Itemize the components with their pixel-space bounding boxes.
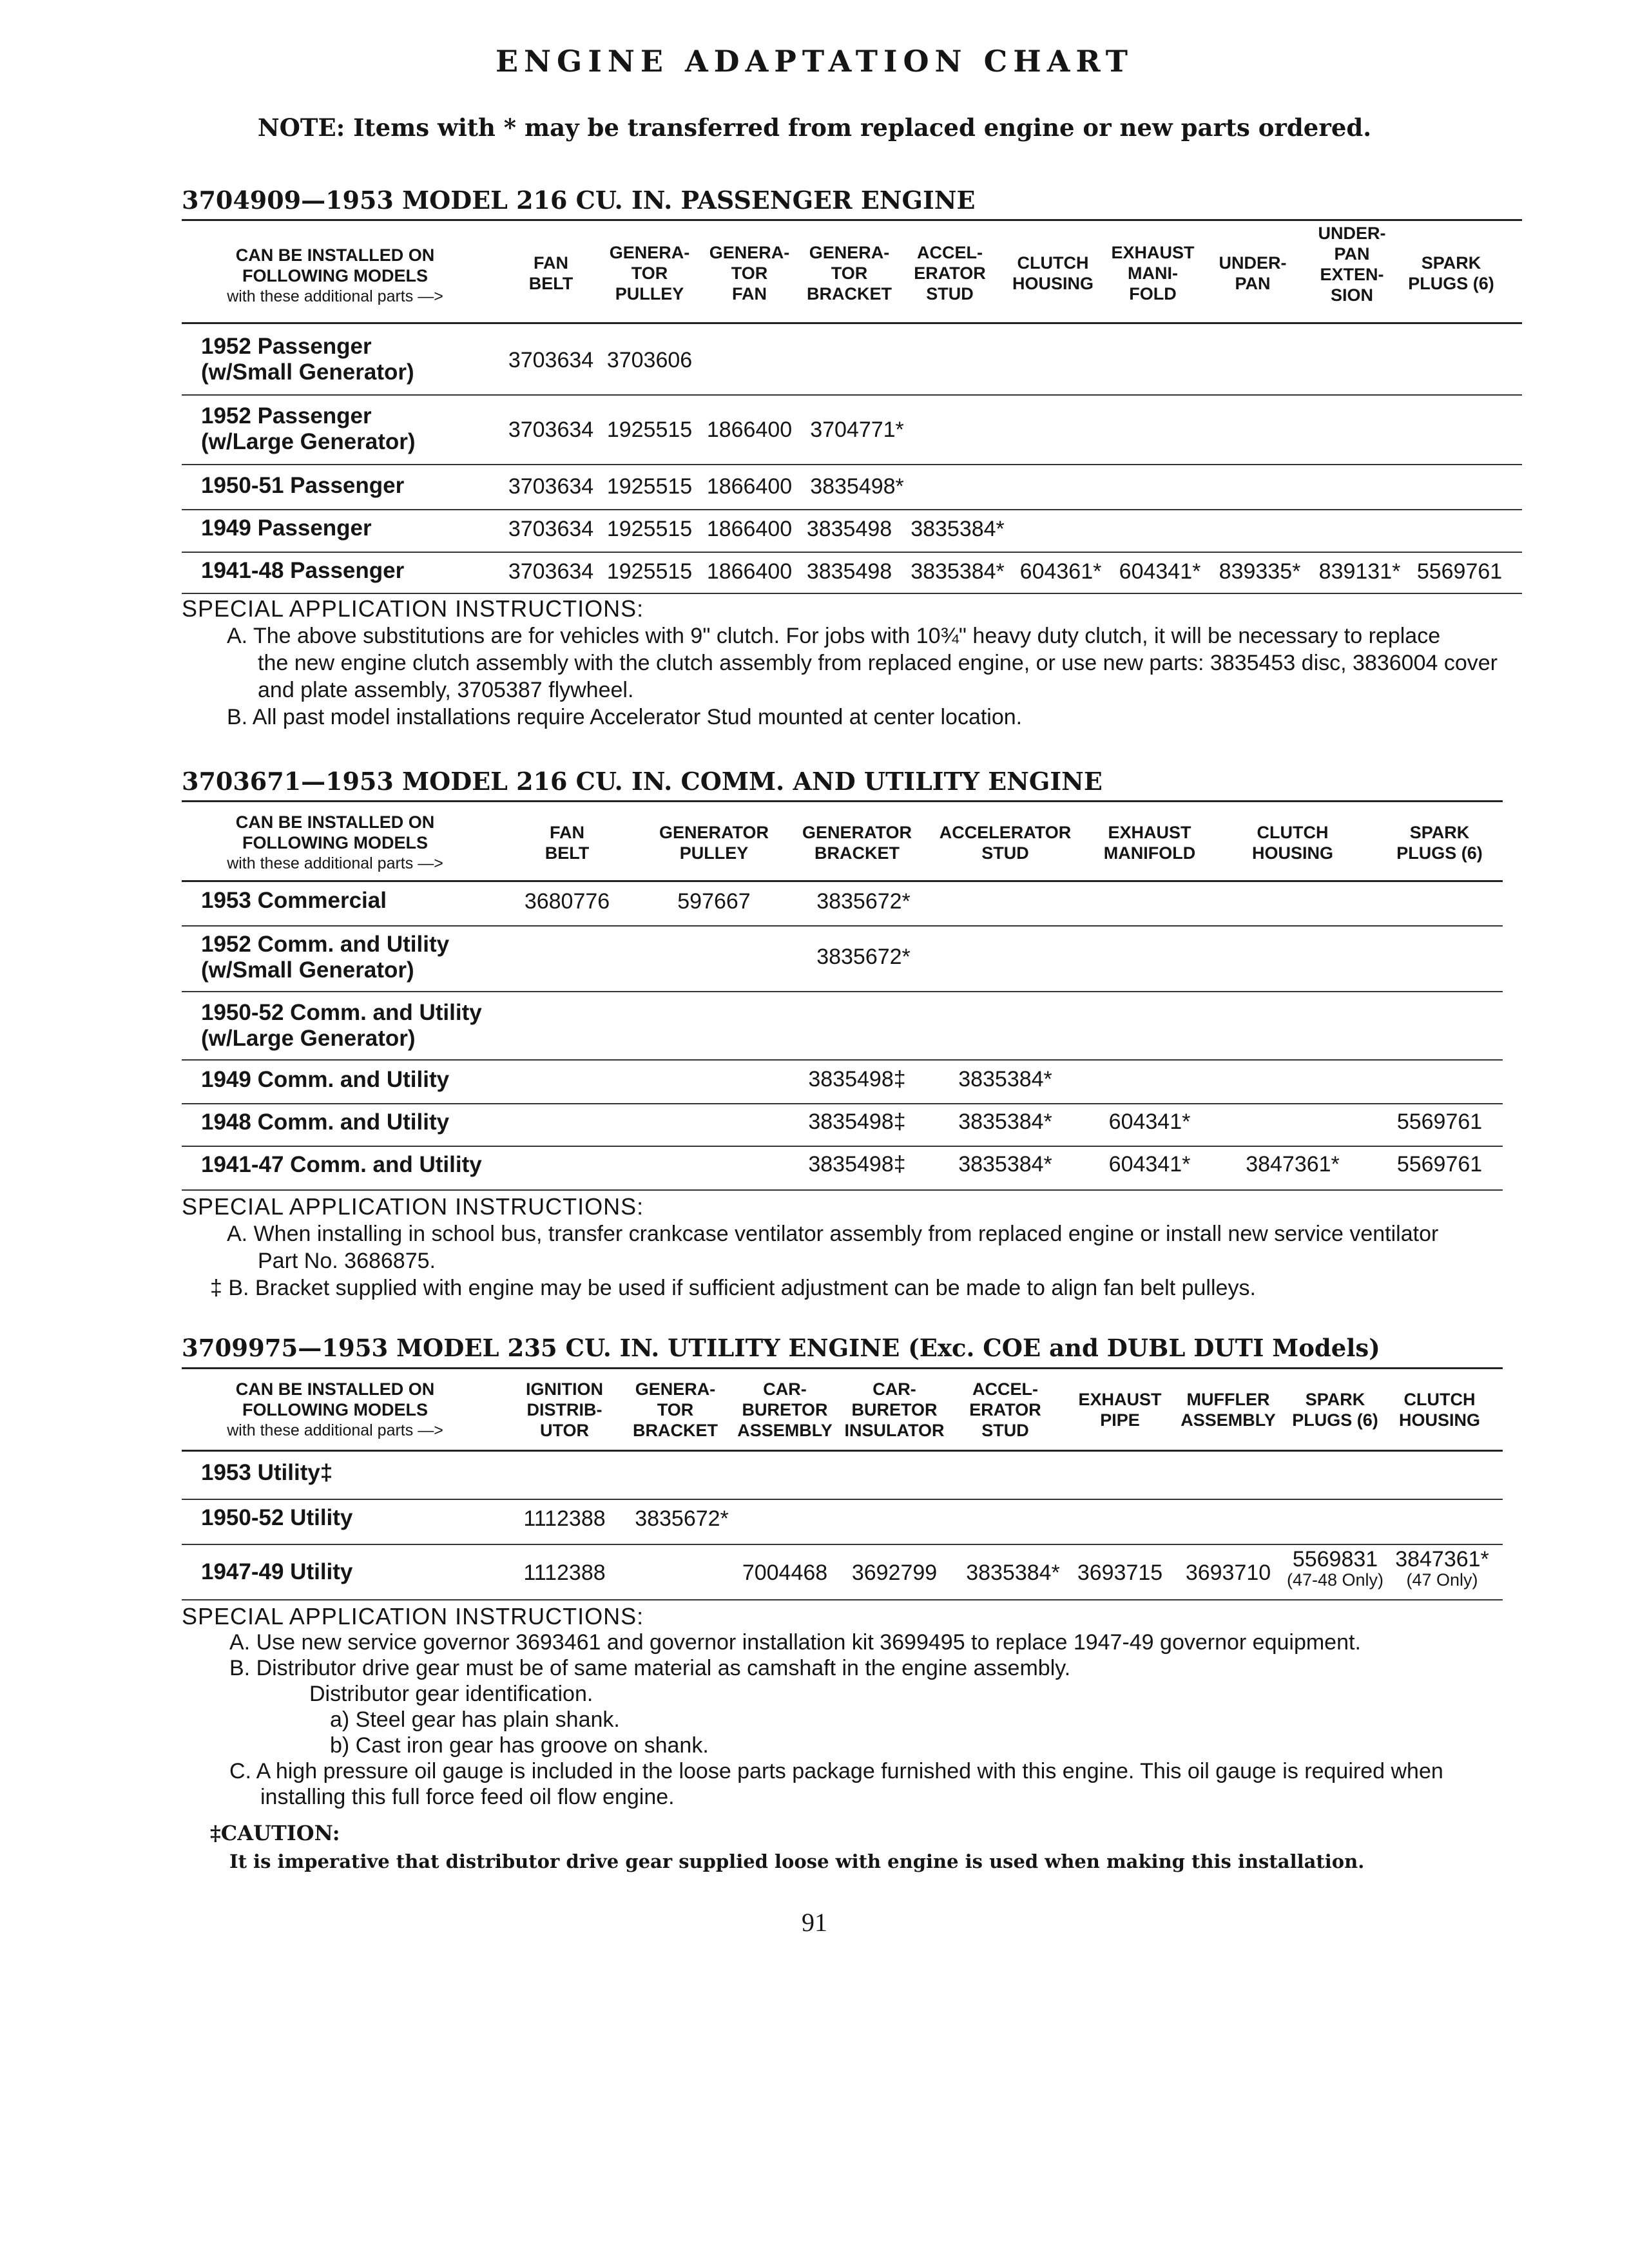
row-rule [182, 509, 1522, 510]
section1-top-rule [182, 219, 1522, 221]
table-cell: 604341* [1119, 559, 1201, 584]
table-cell: 3703634 [508, 418, 594, 442]
model-line: (w/Small Generator) [201, 360, 414, 385]
instruction-line: Distributor gear identification. [309, 1682, 593, 1706]
table-cell: 3835384* [911, 559, 1005, 584]
table-cell: 3835498‡ [808, 1152, 906, 1177]
table-cell: 3835384* [966, 1561, 1060, 1585]
instruction-line: Part No. 3686875. [258, 1249, 436, 1273]
table-cell: 3680776 [524, 889, 610, 914]
col-clutch-housing: CLUTCH HOUSING [1251, 823, 1334, 863]
section3-header-left [193, 1379, 477, 1441]
header-left-line1: CAN BE INSTALLED ON [235, 812, 435, 832]
table-cell: 3835498‡ [808, 1067, 906, 1091]
col-clutch-housing: CLUTCH HOUSING [1012, 253, 1094, 293]
table-cell: 1925515 [606, 517, 693, 541]
table-cell: 7004468 [742, 1561, 828, 1585]
instruction-line: A. When installing in school bus, transfer crankcase ventilator assembly from replaced engine or install new service ventilator [227, 1222, 1439, 1246]
row-rule [182, 991, 1503, 992]
col-underpan: UNDER- PAN [1219, 253, 1287, 293]
table-cell: 1112388 [523, 1506, 606, 1531]
table-cell: 3693710 [1185, 1561, 1271, 1585]
row-rule [182, 394, 1522, 396]
row-rule [182, 1103, 1503, 1104]
row-rule [182, 552, 1522, 553]
col-generator-bracket: GENERA- TOR BRACKET [633, 1379, 718, 1440]
section3-header-rule [182, 1450, 1503, 1452]
table-row-label [201, 403, 416, 455]
section1-header-rule [182, 322, 1522, 324]
table-row-label: 1941-47 Comm. and Utility [201, 1152, 482, 1177]
page-title: ENGINE ADAPTATION CHART [495, 44, 1134, 79]
table-row-label: 1950-51 Passenger [201, 473, 405, 498]
table-cell: 1925515 [606, 418, 693, 442]
col-ignition-distributor: IGNITION DISTRIB- UTOR [526, 1379, 603, 1440]
table-row-label: 1950-52 Utility [201, 1505, 353, 1530]
col-exhaust-pipe: EXHAUST PIPE [1078, 1390, 1162, 1430]
col-exhaust-manifold: EXHAUST MANIFOLD [1103, 823, 1196, 863]
section3-top-rule [182, 1367, 1503, 1369]
table-row-label: 1948 Comm. and Utility [201, 1110, 450, 1135]
table-cell [1287, 1549, 1383, 1590]
header-left-line1: CAN BE INSTALLED ON [235, 245, 435, 265]
table-row-label [201, 1000, 482, 1052]
row-rule [182, 1499, 1503, 1500]
row-rule [182, 1059, 1503, 1061]
col-fan-belt: FAN BELT [528, 253, 574, 293]
instruction-line: the new engine clutch assembly with the clutch assembly from replaced engine, or use new parts: 3835453 disc, 3836004 cover [258, 651, 1498, 675]
col-generator-bracket: GENERA- TOR BRACKET [807, 243, 892, 303]
col-accelerator-stud: ACCELERATOR STUD [939, 823, 1072, 863]
table-row-label: 1953 Utility‡ [201, 1460, 333, 1485]
table-cell [1395, 1549, 1489, 1590]
table-cell: 1112388 [523, 1561, 606, 1585]
col-exhaust-manifold: EXHAUST MANI- FOLD [1111, 243, 1195, 303]
transfer-note: NOTE: Items with * may be transferred from replaced engine or new parts ordered. [257, 113, 1372, 142]
table-cell: 604361* [1019, 559, 1102, 584]
table-cell: 3703634 [508, 517, 594, 541]
col-carburetor-insulator: CAR- BURETOR INSULATOR [844, 1379, 945, 1440]
section1-instructions-heading: SPECIAL APPLICATION INSTRUCTIONS: [182, 595, 644, 622]
header-left-line3: with these additional parts —> [227, 1421, 443, 1439]
cell-value: 5569831 [1292, 1547, 1378, 1571]
model-line: 1950-52 Comm. and Utility [201, 1000, 482, 1025]
table-cell: 1866400 [706, 474, 793, 499]
table-cell: 3835672* [635, 1506, 729, 1531]
caution-text: It is imperative that distributor drive gear supplied loose with engine is used when making this installation. [229, 1850, 1365, 1872]
table-cell: 3703634 [508, 559, 594, 584]
instruction-line: B. All past model installations require Accelerator Stud mounted at center location. [227, 705, 1023, 729]
table-row-label [201, 932, 449, 983]
table-cell: 3835384* [958, 1110, 1052, 1134]
col-accelerator-stud: ACCEL- ERATOR STUD [969, 1379, 1041, 1440]
table-cell: 5569761 [1396, 1152, 1483, 1177]
page-number: 91 [802, 1908, 827, 1937]
table-cell: 3835498‡ [808, 1110, 906, 1134]
table-cell: 604341* [1108, 1152, 1191, 1177]
col-spark-plugs: SPARK PLUGS (6) [1396, 823, 1483, 863]
col-generator-bracket: GENERATOR BRACKET [802, 823, 912, 863]
model-line: 1952 Comm. and Utility [201, 932, 450, 957]
table-row-label: 1949 Comm. and Utility [201, 1067, 450, 1092]
col-clutch-housing: CLUTCH HOUSING [1398, 1390, 1481, 1430]
header-left-line3: with these additional parts —> [227, 854, 443, 872]
section2-instructions-heading: SPECIAL APPLICATION INSTRUCTIONS: [182, 1193, 644, 1220]
table-row-label: 1949 Passenger [201, 515, 372, 541]
header-left-line1: CAN BE INSTALLED ON [235, 1379, 435, 1399]
table-cell: 3692799 [851, 1561, 938, 1585]
table-row-label [201, 334, 414, 385]
header-left-line2: FOLLOWING MODELS [242, 833, 428, 852]
col-fan-belt: FAN BELT [545, 823, 590, 863]
table-cell: 3835384* [958, 1067, 1052, 1091]
instruction-line: installing this full force feed oil flow engine. [260, 1785, 675, 1809]
table-cell: 1925515 [606, 474, 693, 499]
table-row-label: 1947-49 Utility [201, 1559, 353, 1584]
cell-subnote: (47-48 Only) [1286, 1570, 1384, 1590]
instruction-line: a) Steel gear has plain shank. [330, 1707, 620, 1732]
table-cell: 3703634 [508, 348, 594, 372]
table-cell: 597667 [677, 889, 751, 914]
table-cell: 1925515 [606, 559, 693, 584]
col-spark-plugs: SPARK PLUGS (6) [1292, 1390, 1378, 1430]
table-cell: 3835498* [810, 474, 904, 499]
table-cell: 3835498 [806, 517, 892, 541]
model-line: 1952 Passenger [201, 403, 372, 428]
section3-instructions-heading: SPECIAL APPLICATION INSTRUCTIONS: [182, 1603, 644, 1629]
table-cell: 3835384* [958, 1152, 1052, 1177]
instruction-line: A. The above substitutions are for vehicles with 9" clutch. For jobs with 10¾" heavy duty clutch, it will be necessary to replace [227, 624, 1441, 648]
row-rule [182, 1189, 1503, 1191]
instruction-line: b) Cast iron gear has groove on shank. [330, 1733, 709, 1758]
cell-subnote: (47 Only) [1406, 1570, 1478, 1590]
section3-title: 3709975—1953 MODEL 235 CU. IN. UTILITY ENGINE (Exc. COE and DUBL DUTI Models) [182, 1334, 1380, 1362]
section1-header-left [193, 245, 477, 307]
table-cell: 3835498 [806, 559, 892, 584]
table-cell: 5569761 [1396, 1110, 1483, 1134]
section2-title: 3703671—1953 MODEL 216 CU. IN. COMM. AND UTILITY ENGINE [182, 767, 1103, 796]
table-cell: 3704771* [810, 418, 904, 442]
header-left-line3: with these additional parts —> [227, 287, 443, 305]
row-rule [182, 464, 1522, 465]
row-rule [182, 925, 1503, 927]
instruction-line: C. A high pressure oil gauge is included in the loose parts package furnished with this engine. This oil gauge is required when [229, 1759, 1443, 1783]
section2-header-rule [182, 880, 1503, 882]
col-carburetor-assembly: CAR- BURETOR ASSEMBLY [737, 1379, 833, 1440]
col-generator-fan: GENERA- TOR FAN [709, 243, 790, 303]
instruction-line: A. Use new service governor 3693461 and governor installation kit 3699495 to replace 1947-49 governor equipment. [229, 1630, 1361, 1655]
model-line: (w/Small Generator) [201, 957, 414, 983]
row-rule [182, 593, 1522, 594]
header-left-line2: FOLLOWING MODELS [242, 1400, 428, 1419]
cell-value: 3847361* [1395, 1547, 1489, 1571]
table-row-label: 1953 Commercial [201, 888, 387, 913]
table-cell: 3835672* [816, 945, 911, 969]
table-cell: 3693715 [1077, 1561, 1163, 1585]
col-generator-pulley: GENERATOR PULLEY [659, 823, 769, 863]
section2-top-rule [182, 800, 1503, 802]
col-generator-pulley: GENERA- TOR PULLEY [609, 243, 690, 303]
model-line: 1952 Passenger [201, 334, 372, 359]
table-cell: 3835384* [911, 517, 1005, 541]
table-cell: 5569761 [1416, 559, 1503, 584]
col-underpan-extension: UNDER- PAN EXTEN- SION [1318, 224, 1386, 305]
instruction-line: ‡ B. Bracket supplied with engine may be used if sufficient adjustment can be made to align fan belt pulleys. [210, 1276, 1256, 1300]
table-row-label: 1941-48 Passenger [201, 558, 405, 583]
model-line: (w/Large Generator) [201, 429, 416, 454]
table-cell: 604341* [1108, 1110, 1191, 1134]
table-cell: 839131* [1318, 559, 1401, 584]
section1-title: 3704909—1953 MODEL 216 CU. IN. PASSENGER ENGINE [182, 186, 976, 215]
table-cell: 3835672* [816, 889, 911, 914]
table-cell: 3703606 [606, 348, 693, 372]
caution-heading: ‡CAUTION: [210, 1821, 340, 1845]
table-cell: 839335* [1219, 559, 1301, 584]
col-muffler-assembly: MUFFLER ASSEMBLY [1181, 1390, 1276, 1430]
section2-header-left [193, 812, 477, 874]
table-cell: 1866400 [706, 517, 793, 541]
row-rule [182, 1544, 1503, 1545]
table-cell: 1866400 [706, 559, 793, 584]
col-accelerator-stud: ACCEL- ERATOR STUD [914, 243, 986, 303]
instruction-line: and plate assembly, 3705387 flywheel. [258, 678, 634, 702]
row-rule [182, 1146, 1503, 1147]
row-rule [182, 1599, 1503, 1600]
table-cell: 3847361* [1246, 1152, 1340, 1177]
table-cell: 3703634 [508, 474, 594, 499]
model-line: (w/Large Generator) [201, 1026, 416, 1051]
col-spark-plugs: SPARK PLUGS (6) [1408, 253, 1494, 293]
table-cell: 1866400 [706, 418, 793, 442]
header-left-line2: FOLLOWING MODELS [242, 266, 428, 285]
instruction-line: B. Distributor drive gear must be of same material as camshaft in the engine assembly. [229, 1656, 1071, 1680]
